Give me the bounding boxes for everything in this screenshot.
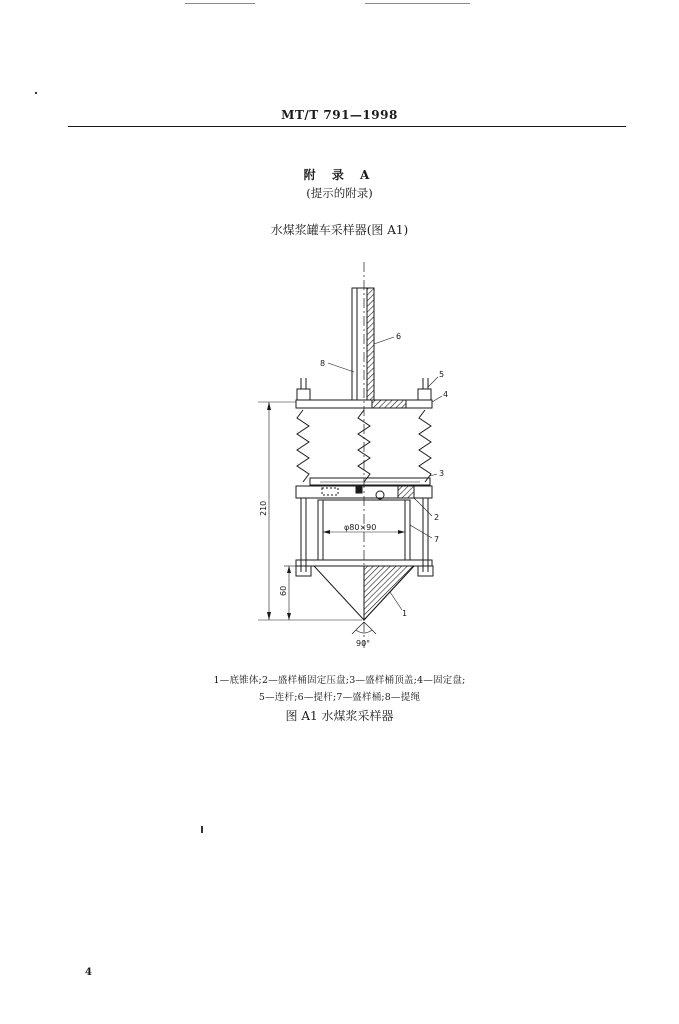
callout-3: 3 bbox=[439, 469, 445, 478]
callout-2: 2 bbox=[434, 513, 440, 522]
figure-legend-line-1: 1—底锥体;2—盛样桶固定压盘;3—盛样桶顶盖;4—固定盘; bbox=[213, 675, 466, 686]
spring-right bbox=[419, 410, 431, 482]
dim-angle: 90° bbox=[356, 639, 371, 648]
callout-1: 1 bbox=[402, 609, 408, 618]
callout-7: 7 bbox=[434, 535, 440, 544]
figure-caption: 图 A1 水煤浆采样器 bbox=[285, 709, 394, 723]
scan-mark bbox=[35, 92, 37, 94]
section-title: 水煤浆罐车采样器(图 A1) bbox=[270, 223, 409, 237]
callout-4: 4 bbox=[443, 390, 449, 399]
figure-legend-line-2: 5—连杆;6—提杆;7—盛样桶;8—提绳 bbox=[258, 692, 421, 703]
lifting-rod-hatch bbox=[367, 288, 374, 400]
dim-210: 210 bbox=[259, 500, 268, 516]
callout-8: 8 bbox=[320, 359, 326, 368]
appendix-subtitle: (提示的附录) bbox=[306, 186, 373, 200]
page-number: 4 bbox=[85, 967, 92, 978]
scan-mark bbox=[201, 826, 203, 833]
standard-code: MT/T 791—1998 bbox=[281, 108, 398, 122]
callout-5: 5 bbox=[439, 370, 445, 379]
bucket-top-cover bbox=[310, 478, 430, 485]
appendix-title: 附 录 A bbox=[303, 168, 376, 182]
spring-left bbox=[297, 410, 309, 482]
callout-6: 6 bbox=[396, 332, 402, 341]
dim-60: 60 bbox=[279, 585, 288, 596]
dim-bucket: φ80×90 bbox=[344, 523, 377, 532]
